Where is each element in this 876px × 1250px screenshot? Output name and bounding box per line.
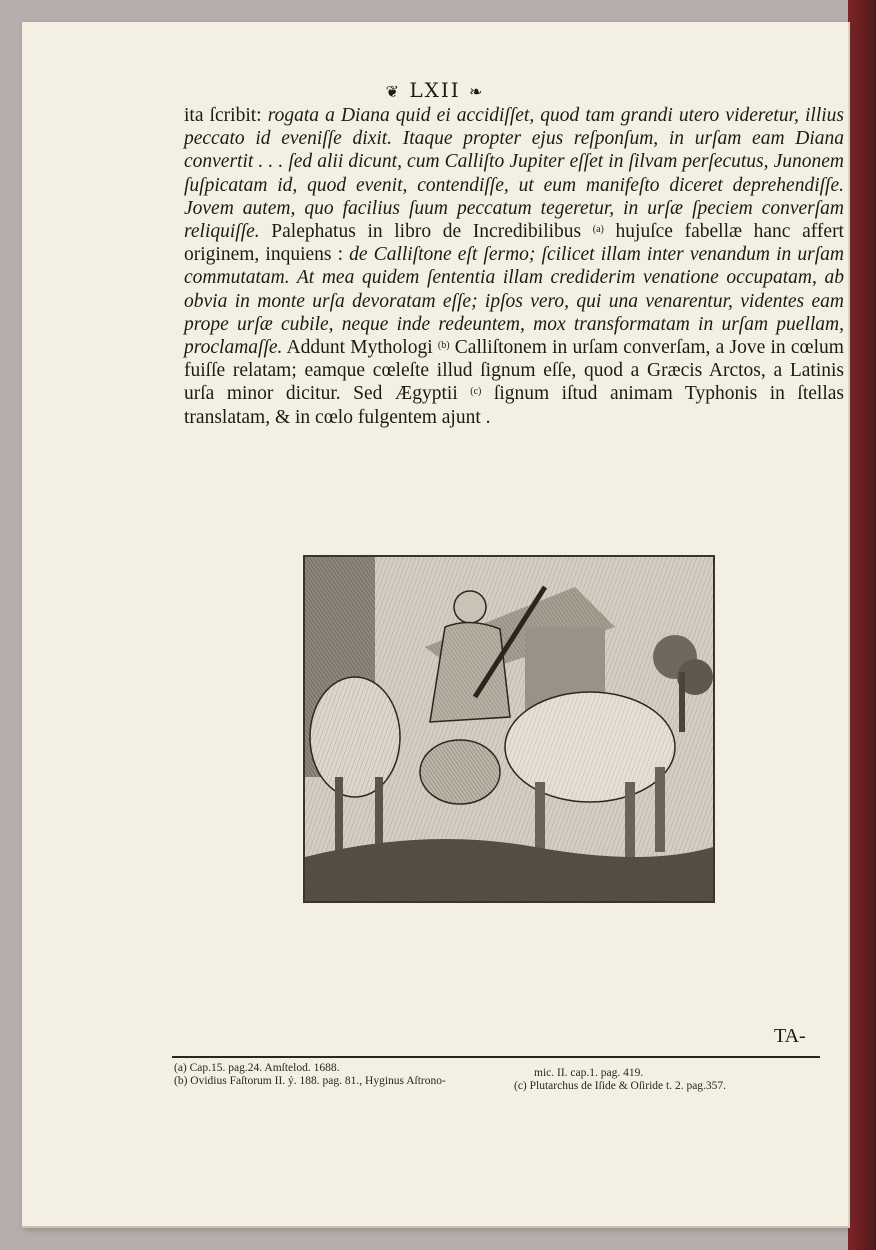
- text-run: hujuſce fabellæ hanc affert originem, inquiens :: [184, 221, 844, 266]
- footnote-marker: (b): [437, 340, 450, 352]
- footnote-b-continued: mic. II. cap.1. pag. 419.: [534, 1067, 644, 1079]
- footnote-marker: (c): [470, 386, 482, 398]
- engraving-plate: [303, 555, 715, 903]
- italic-text-run: de Calliſtone eſt ſermo; ſcilicet illam inter venandum in urſam commutatam. At mea quidem ſententia illam crediderim venatione occupatam, ab obvia in monte urſa devoratam eſſe; ipſos vero, qui una venarentur, videntes eam prope urſæ cubile, neque inde redeuntem, mox transformatam in urſam puellam, proclamaſſe.: [184, 244, 845, 359]
- footnote-a: (a) Cap.15. pag.24. Amſtelod. 1688.: [174, 1062, 340, 1074]
- pig-center: [420, 740, 500, 804]
- ornament-left: ❦: [385, 82, 401, 101]
- text-run: ita ſcribit:: [184, 105, 268, 126]
- text-run: Calliſtonem in urſam converſam, a Jove in cœlum fuiſſe relatam; eamque cœleſte illud ſignum eſſe, quod a Græcis Arctos, a Latinis urſa minor dicitur. Sed Ægyptii: [184, 337, 844, 405]
- book-edge: [848, 0, 876, 1250]
- body-text: [184, 104, 844, 429]
- page-number: LXII: [409, 78, 461, 102]
- text-run: Palephatus in libro de Incredibilibus: [259, 221, 593, 243]
- italic-text-run: rogata a Diana quid ei accidiſſet, quod tam grandi utero videretur, illius peccato id eveniſſe dixit. Itaque propter ejus reſponſum, in urſam eam Diana convertit . . . ſed alii dicunt, cum Calliſto Jupiter eſſet in ſilvam perſecutus, Junonem ſuſpicatam id, quod evenit, contendiſſe, ut eum manifeſto diceret deprehendiſſe. Jovem autem, quo facilius ſuum peccatum tegeretur, in urſæ ſpeciem converſam reliquiſſe.: [184, 105, 845, 243]
- running-header: [22, 78, 848, 102]
- footnote-rule: [172, 1056, 820, 1058]
- book-page: [22, 22, 850, 1228]
- catchword: TA-: [774, 1025, 806, 1047]
- footnote-b: (b) Ovidius Faſtorum II. ỷ. 188. pag. 81., Hyginus Aſtrono-: [174, 1075, 446, 1087]
- footnote-c: (c) Plutarchus de Iſide & Oſiride t. 2. pag.357.: [514, 1080, 727, 1092]
- text-run: ſignum iſtud animam Typhonis in ſtellas translatam, & in cœlo fulgentem ajunt .: [184, 383, 844, 428]
- text-run: Addunt Mythologi: [282, 337, 438, 359]
- ornament-right: ❧: [469, 82, 485, 101]
- footnote-marker: (a): [592, 224, 604, 236]
- engraving-illustration: [305, 557, 713, 901]
